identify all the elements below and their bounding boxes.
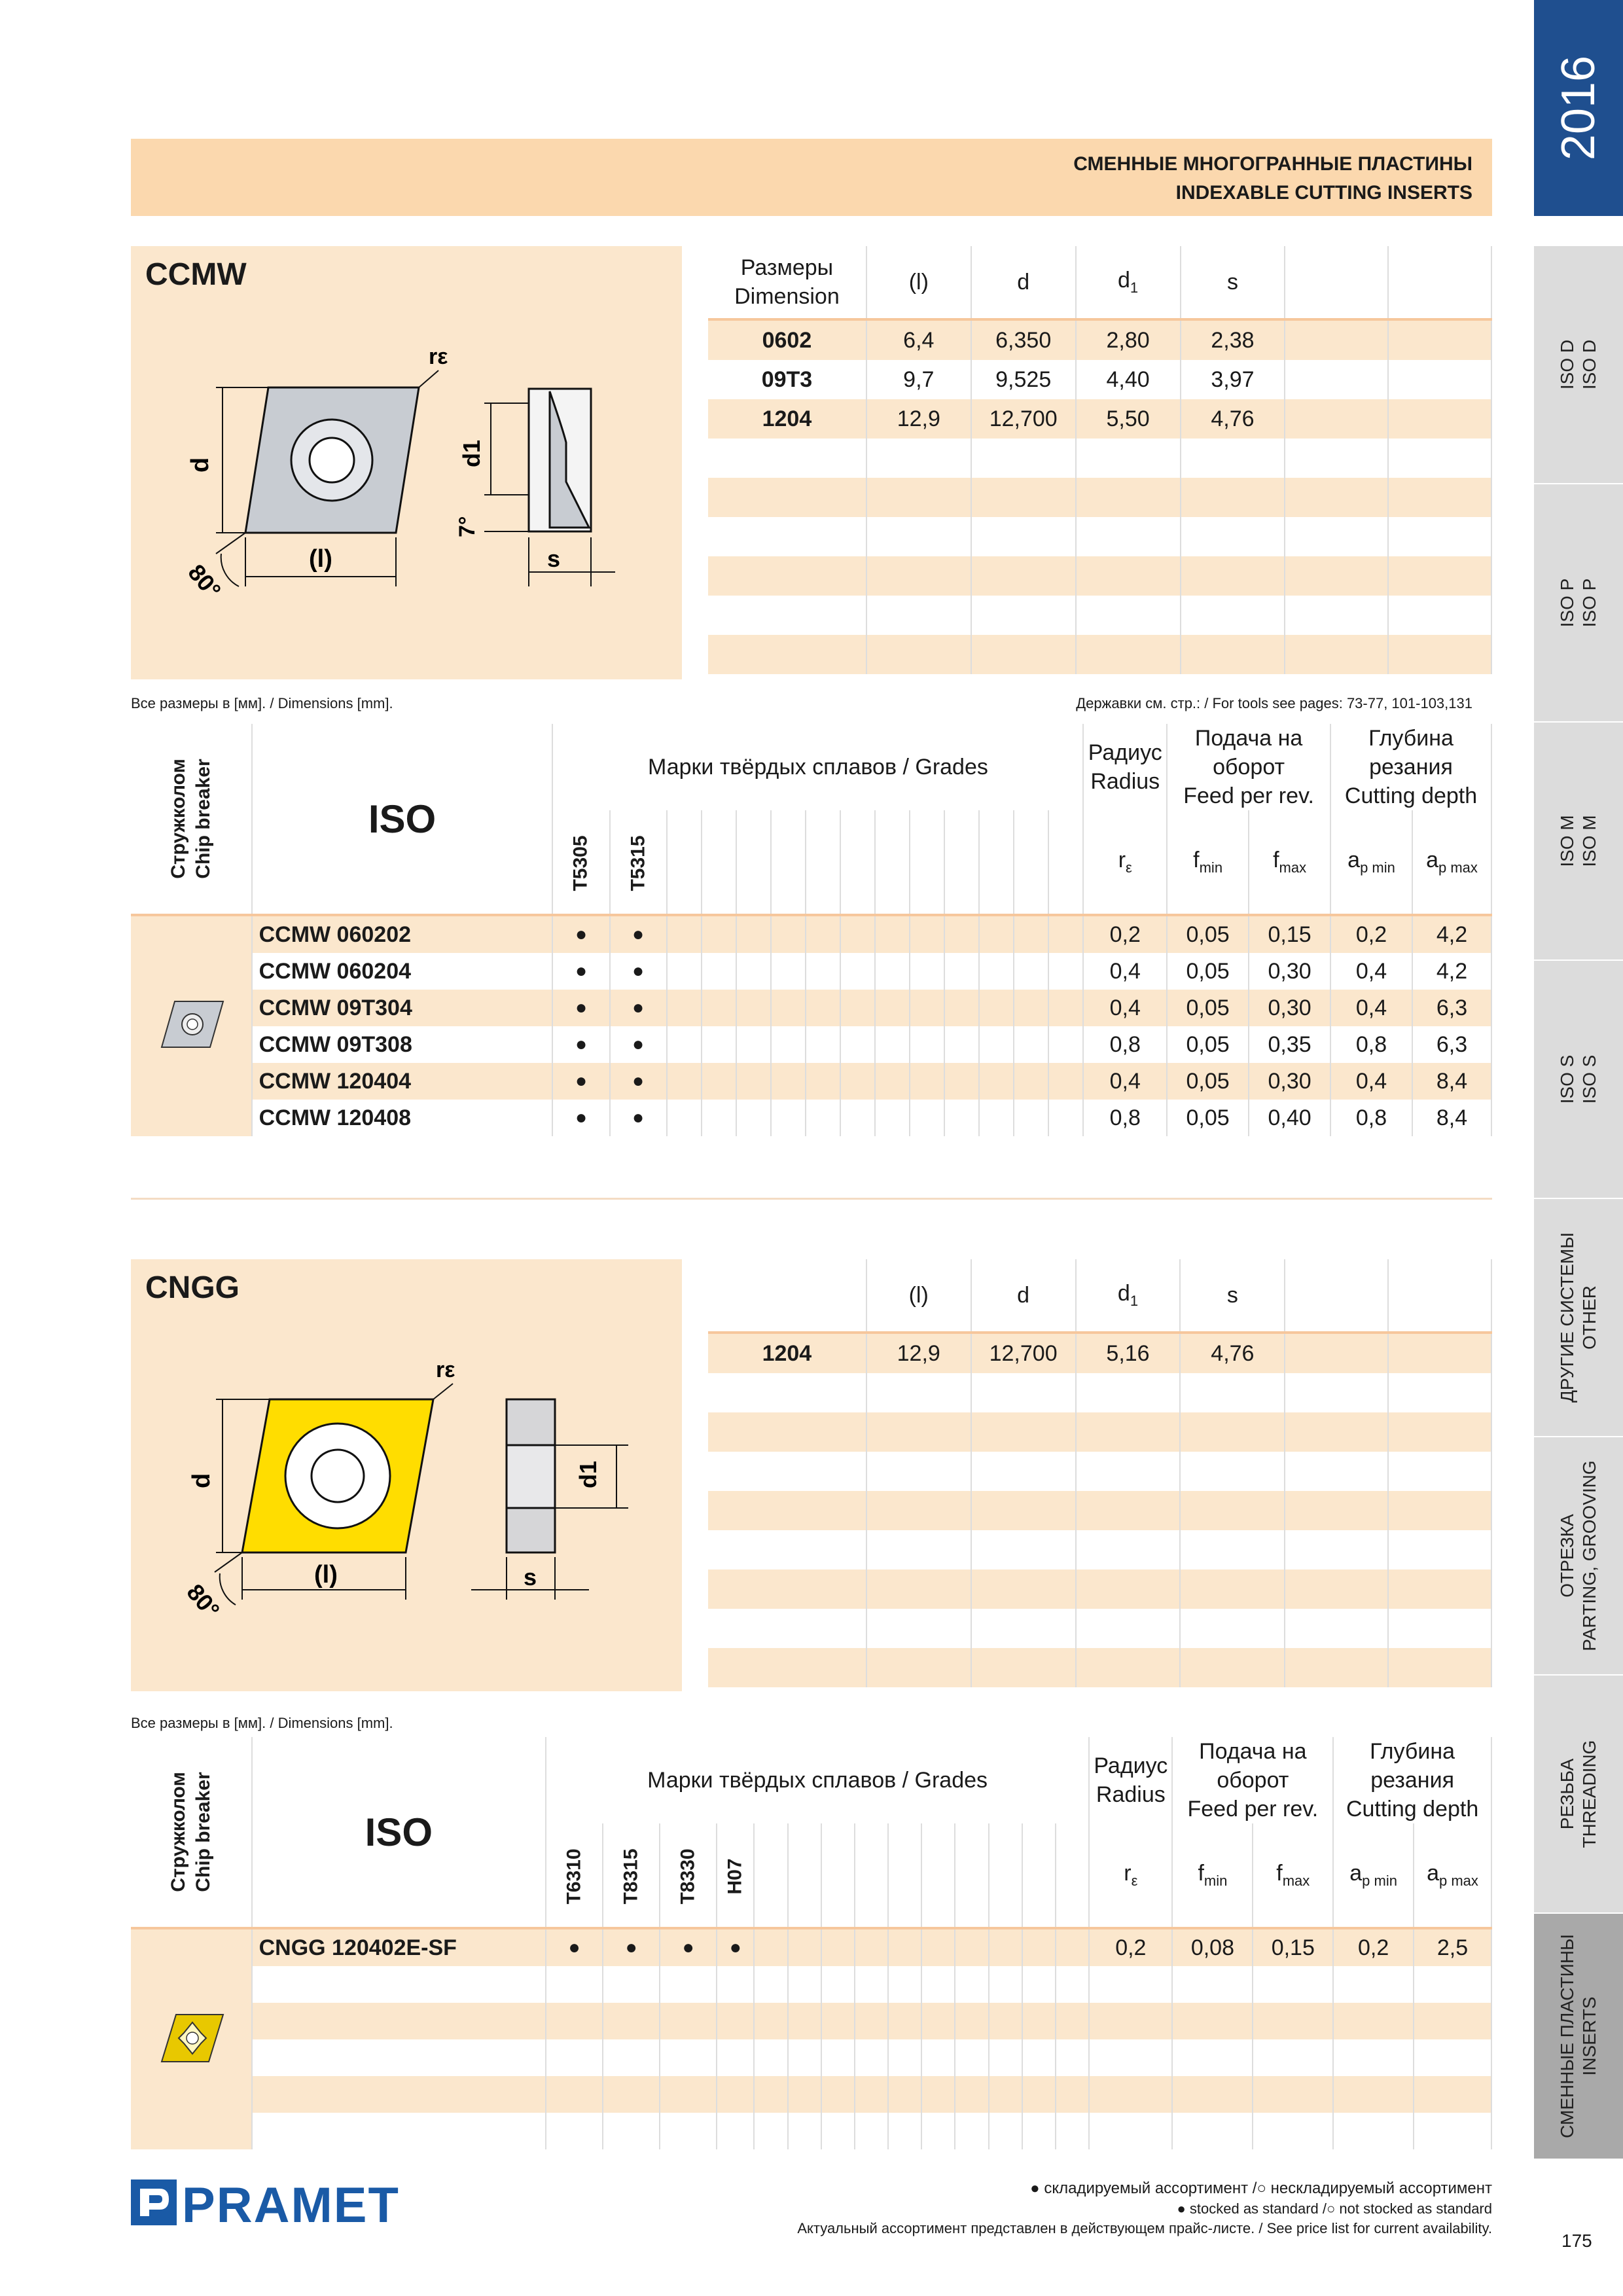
cngg-label-l: (l) [314,1561,338,1588]
re-header: $r_\varepsilon$ [1083,810,1167,915]
dim-header-d1: $d_1$ [1076,246,1181,319]
cngg-title: CNGG [145,1270,240,1305]
grade-column: T8315 [603,1823,660,1928]
tab-label: РЕЗЬБА [1557,1758,1577,1830]
table-row: 1204 12,9 12,700 5,16 4,76 [708,1333,1491,1373]
fmin-header: $f_{min}$ [1167,810,1249,915]
cngg-drawing-panel [131,1259,682,1691]
dim-header-d: d [971,1259,1076,1333]
ccmw-label-d1: d1 [458,439,485,467]
table-row [708,478,1491,517]
dim-header-d1: $d_1$ [1076,1259,1181,1333]
tab-label: PARTING, GROOVING [1579,1460,1599,1651]
grade-column: T6310 [546,1823,603,1928]
tab-label: ДРУГИЕ СИСТЕМЫ [1557,1232,1577,1403]
tab-iso-d[interactable] [1534,246,1623,488]
cngg-chip-breaker-cell [131,1928,252,2149]
cngg-insert-icon [155,2004,227,2070]
tab-label: ISO P [1557,578,1577,628]
feed-header: Подача на оборот Feed per rev. [1172,1737,1333,1823]
dim-header-empty [1285,246,1388,319]
table-row [708,1491,1491,1530]
chip-breaker-header: Стружколом Chip breaker [131,1737,252,1928]
tab-label: INSERTS [1579,1996,1599,2076]
apmin-header: $a_{p min}$ [1330,810,1412,915]
iso-header: ISO [252,724,553,915]
section-header [131,139,1492,216]
table-row [131,1966,1491,2003]
tab-other[interactable] [1534,1199,1623,1441]
ccmw-insert-icon [155,991,227,1056]
table-row [708,556,1491,596]
dim-header-l: (l) [866,1259,971,1333]
tab-inserts[interactable] [1534,1914,1623,2159]
tab-iso-s[interactable] [1534,961,1623,1203]
section-divider [131,1198,1492,1200]
ccmw-dimension-table [708,246,1492,674]
fmax-header: $f_{max}$ [1249,810,1330,915]
ccmw-label-s: s [547,545,561,572]
cngg-label-s: s [524,1564,537,1590]
ccmw-dimensions-note: Все размеры в [мм]. / Dimensions [mm]. [131,695,393,711]
iso-header: ISO [252,1737,546,1928]
cngg-dimensions-note: Все размеры в [мм]. / Dimensions [mm]. [131,1715,393,1731]
table-row: 0602 6,4 6,350 2,80 2,38 [708,319,1491,360]
ccmw-label-angle: 80° [183,559,226,604]
table-row [708,439,1491,478]
cngg-insert-drawing [131,1259,682,1691]
apmin-header: $a_{p min}$ [1333,1823,1414,1928]
fmin-header: $f_{min}$ [1172,1823,1253,1928]
legend-ru: ● складируемый ассортимент /○ нескладируемый ассортимент [1030,2179,1492,2197]
ccmw-label-d: d [187,457,214,473]
dim-header-dimension: Размеры Dimension [708,246,866,319]
depth-header: Глубина резания Cutting depth [1333,1737,1491,1823]
grades-header: Марки твёрдых сплавов / Grades [546,1737,1089,1823]
ccmw-chip-breaker-cell [131,915,252,1136]
grade-column: T5315 [610,810,667,915]
header-title-ru: СМЕННЫЕ МНОГОГРАННЫЕ ПЛАСТИНЫ [1073,153,1472,175]
ccmw-insert-drawing [131,246,682,679]
ccmw-title: CCMW [145,257,247,292]
table-row [131,2076,1491,2113]
dim-header-l: (l) [866,246,971,319]
tab-label: OTHER [1579,1285,1599,1350]
chip-breaker-header: Стружколом Chip breaker [131,724,252,915]
header-title-en: INDEXABLE CUTTING INSERTS [1175,182,1472,204]
grade-column: T8330 [660,1823,717,1928]
table-row [131,2113,1491,2149]
table-row: CCMW 060202 ● ● 0,2 0,05 0,15 0,2 4,2 [131,915,1491,953]
table-row: CNGG 120402E-SF ● ● ● ● 0,2 0,08 0,15 0,2 2,5 [131,1928,1491,1966]
grades-header: Марки твёрдых сплавов / Grades [552,724,1083,810]
fmax-header: $f_{max}$ [1253,1823,1333,1928]
tab-label: ISO S [1557,1054,1577,1104]
table-row [708,1570,1491,1609]
table-row: CCMW 09T308 ● ● 0,8 0,05 0,35 0,8 6,3 [131,1026,1491,1063]
table-row: 1204 12,9 12,700 5,50 4,76 [708,399,1491,439]
dim-header-d: d [971,246,1076,319]
table-row [708,1530,1491,1570]
table-row [708,1648,1491,1687]
dim-header-empty [1388,246,1491,319]
table-row [708,517,1491,556]
pramet-logo-text: PRAMET [182,2178,400,2233]
table-row: CCMW 120404 ● ● 0,4 0,05 0,30 0,4 8,4 [131,1063,1491,1100]
dim-header-empty [1285,1259,1388,1333]
table-row [708,1412,1491,1452]
tab-label: ISO M [1579,815,1599,867]
depth-header: Глубина резания Cutting depth [1330,724,1491,810]
dim-header-empty [1388,1259,1491,1333]
feed-header: Подача на оборот Feed per rev. [1167,724,1330,810]
table-row: CCMW 09T304 ● ● 0,4 0,05 0,30 0,4 6,3 [131,990,1491,1026]
dim-header-dimension [708,1259,866,1333]
radius-header: Радиус Radius [1083,724,1167,810]
page-number: 175 [1561,2231,1592,2251]
table-row [708,1373,1491,1412]
cngg-label-d1: d1 [575,1460,601,1488]
tab-label: ISO M [1557,815,1577,867]
cngg-dimension-table [708,1259,1492,1687]
availability-note: Актуальный ассортимент представлен в действующем прайс-листе. / See price list for current availability. [797,2220,1492,2236]
cngg-grades-table [131,1737,1492,2149]
tab-label: ISO D [1579,339,1599,390]
tab-label: ISO P [1579,578,1599,628]
legend-en: ● stocked as standard /○ not stocked as standard [1177,2200,1492,2217]
table-row [131,2039,1491,2076]
tab-label: ОТРЕЗКА [1557,1514,1577,1598]
table-row [131,2003,1491,2039]
cngg-label-re: rε [436,1357,455,1382]
table-row: CCMW 120408 ● ● 0,8 0,05 0,40 0,8 8,4 [131,1100,1491,1136]
tab-label: СМЕННЫЕ ПЛАСТИНЫ [1557,1934,1577,2138]
ccmw-grades-table [131,724,1492,1136]
table-row [708,1452,1491,1491]
tab-label: ISO S [1579,1054,1599,1104]
cngg-label-angle: 80° [181,1579,225,1624]
apmax-header: $a_{p max}$ [1412,810,1491,915]
pramet-logo-icon [131,2179,177,2225]
table-row: 09T3 9,7 9,525 4,40 3,97 [708,360,1491,399]
tab-iso-p[interactable] [1534,484,1623,726]
tab-label: ISO D [1557,339,1577,390]
ccmw-label-re: rε [429,344,448,369]
table-row [708,596,1491,635]
tab-iso-m[interactable] [1534,723,1623,965]
re-header: $r_\varepsilon$ [1089,1823,1172,1928]
radius-header: Радиус Radius [1089,1737,1172,1823]
grade-column: H07 [717,1823,754,1928]
cngg-label-d: d [188,1473,215,1488]
ccmw-drawing-panel [131,246,682,679]
year-label: 2016 [1552,55,1605,161]
table-row [708,1609,1491,1648]
tab-threading[interactable] [1534,1676,1623,1918]
dim-header-s: s [1180,1259,1285,1333]
year-tab [1534,0,1623,216]
tab-label: THREADING [1579,1740,1599,1848]
table-row [708,635,1491,674]
grade-column: T5305 [552,810,609,915]
ccmw-label-7deg: 7° [455,516,480,537]
tab-parting[interactable] [1534,1437,1623,1679]
table-row: CCMW 060204 ● ● 0,4 0,05 0,30 0,4 4,2 [131,953,1491,990]
ccmw-tools-note: Державки см. стр.: / For tools see pages: 73-77, 101-103,131 [1076,695,1472,711]
dim-header-s: s [1181,246,1285,319]
apmax-header: $a_{p max}$ [1414,1823,1491,1928]
ccmw-label-l: (l) [309,545,332,573]
